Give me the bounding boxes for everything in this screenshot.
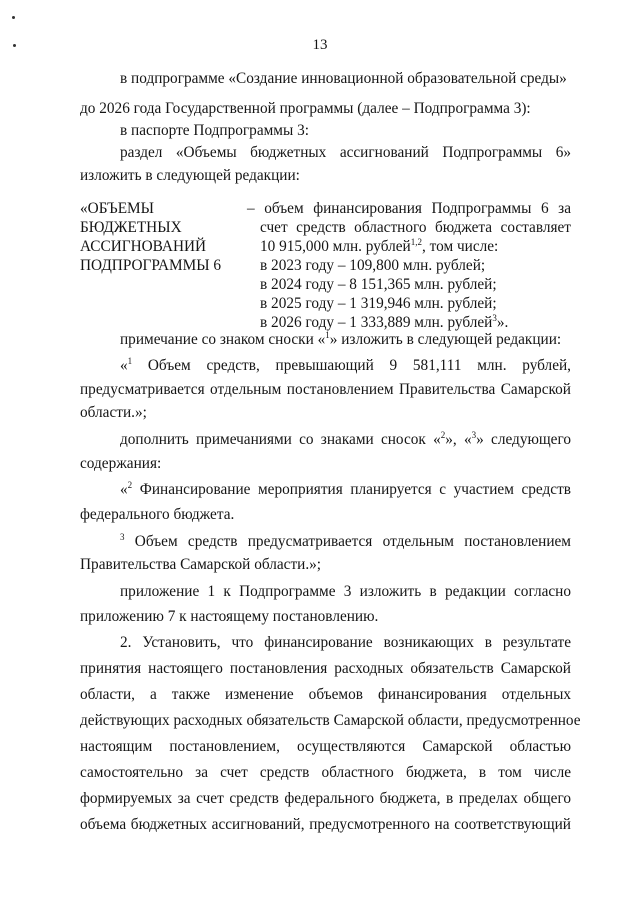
supplement-line: федерального бюджета. [80, 506, 235, 523]
intro-line: в подпрограмме «Создание инновационной образовательной среды» [120, 70, 567, 87]
supplement-text [120, 530, 571, 553]
amount-2026-suffix: ». [496, 314, 509, 331]
table-right-line: в 2024 году – 8 151,365 млн. рублей; [260, 276, 497, 293]
clause2-line [80, 709, 581, 732]
table-right-line: в 2025 году – 1 319,946 млн. рублей; [260, 295, 497, 312]
clause2-line [80, 813, 571, 836]
note-text: примечание со знаком сноски « [120, 331, 326, 348]
note-line [80, 354, 571, 377]
note-text [120, 354, 571, 377]
footnote-mark: 3 [492, 312, 497, 323]
clause2-text: объема бюджетных ассигнований, предусмотренного на соответствующий [80, 816, 571, 833]
amount-total: 10 915,000 млн. рублей [260, 238, 411, 255]
supplement-line: содержания: [80, 455, 162, 472]
scan-speck [12, 16, 15, 19]
table-left-line: ПОДПРОГРАММЫ 6 [80, 257, 222, 274]
footnote-mark: 3 [120, 531, 125, 542]
table-right-line [247, 237, 571, 256]
appendix-line [80, 580, 571, 603]
table-right-line: – объем финансирования Подпрограммы 6 за [247, 200, 571, 217]
clause2-line [80, 761, 571, 784]
appendix-line: приложению 7 к настоящему постановлению. [80, 608, 379, 625]
table-left-column [80, 199, 250, 275]
note-text: предусматривается отдельным постановлением Правительства Самарской [80, 381, 571, 398]
clause2-text: самостоятельно за счет средств областного бюджета, в том числе [80, 764, 571, 781]
intro-line: изложить в следующей редакции: [80, 167, 300, 184]
clause2-line [80, 735, 571, 758]
intro-line: в паспорте Подпрограммы 3: [120, 122, 309, 139]
table-right-line: счет средств областного бюджета составляет [260, 219, 571, 236]
table-right-column [247, 199, 571, 332]
clause2-text: области, а также изменение объемов финансирования отдельных [80, 686, 571, 703]
supplement-text: « [120, 481, 128, 498]
note-text: » изложить в следующей редакции: [329, 331, 562, 348]
supplement-line [80, 428, 571, 451]
supplement-text [120, 478, 571, 501]
clause2-line [80, 657, 571, 680]
clause2-text: формируемых за счет средств федерального бюджета, в пределах общего [80, 790, 571, 807]
section-heading-line: раздел «Объемы бюджетных ассигнований Подпрограммы 6» [120, 144, 571, 161]
page-number: 13 [312, 37, 328, 53]
clause2-text: действующих расходных обязательств Самарской области, предусмотренное [80, 712, 581, 729]
intro-line [80, 141, 571, 164]
table-left-line: АССИГНОВАНИЙ [80, 238, 207, 255]
supplement-text: », « [445, 431, 472, 448]
clause2-text: 2. Установить, что финансирование возникающих в результате [120, 634, 571, 651]
supplement-text: Финансирование мероприятия планируется с участием средств [132, 481, 571, 498]
intro-line: до 2026 года Государственной программы (далее – Подпрограмма 3): [80, 100, 531, 117]
supplement-text: Объем средств предусматривается отдельным постановлением [124, 533, 571, 550]
intro-paragraph [80, 67, 571, 90]
clause2-line [80, 631, 571, 654]
clause2-text: принятия настоящего постановления расходных обязательств Самарской [80, 660, 571, 677]
supplement-text [120, 428, 571, 451]
supplement-text: дополнить примечаниями со знаками сносок « [120, 431, 441, 448]
supplement-line: Правительства Самарской области.»; [80, 556, 322, 573]
footnote-mark: 1,2 [410, 236, 422, 247]
table-right-line: в 2023 году – 109,800 млн. рублей; [260, 257, 486, 274]
clause2-line [80, 787, 571, 810]
footnote-mark: 2 [127, 479, 133, 490]
appendix-text: приложение 1 к Подпрограмме 3 изложить в редакции согласно [120, 583, 571, 600]
footnote-mark: 1 [325, 329, 330, 340]
table-left-line: БЮДЖЕТНЫХ [80, 219, 182, 236]
note-line [80, 328, 571, 351]
footnote-mark: 1 [127, 355, 133, 366]
footnote-mark: 3 [471, 429, 477, 440]
amount-total-suffix: , том числе: [421, 238, 499, 255]
table-left-line: «ОБЪЕМЫ [80, 200, 154, 217]
note-text: « [120, 357, 128, 374]
supplement-line [80, 478, 571, 501]
clause2-line [80, 683, 571, 706]
clause2-text: настоящим постановлением, осуществляются Самарской областью [80, 738, 571, 755]
note-line [80, 378, 571, 401]
note-text: Объем средств, превышающий 9 581,111 млн. рублей, [132, 357, 571, 374]
footnote-mark: 2 [440, 429, 446, 440]
supplement-text: » следующего [476, 431, 572, 448]
supplement-line [80, 530, 571, 553]
amount-2026: в 2026 году – 1 333,889 млн. рублей [260, 314, 493, 331]
note-line: области.»; [80, 404, 147, 421]
